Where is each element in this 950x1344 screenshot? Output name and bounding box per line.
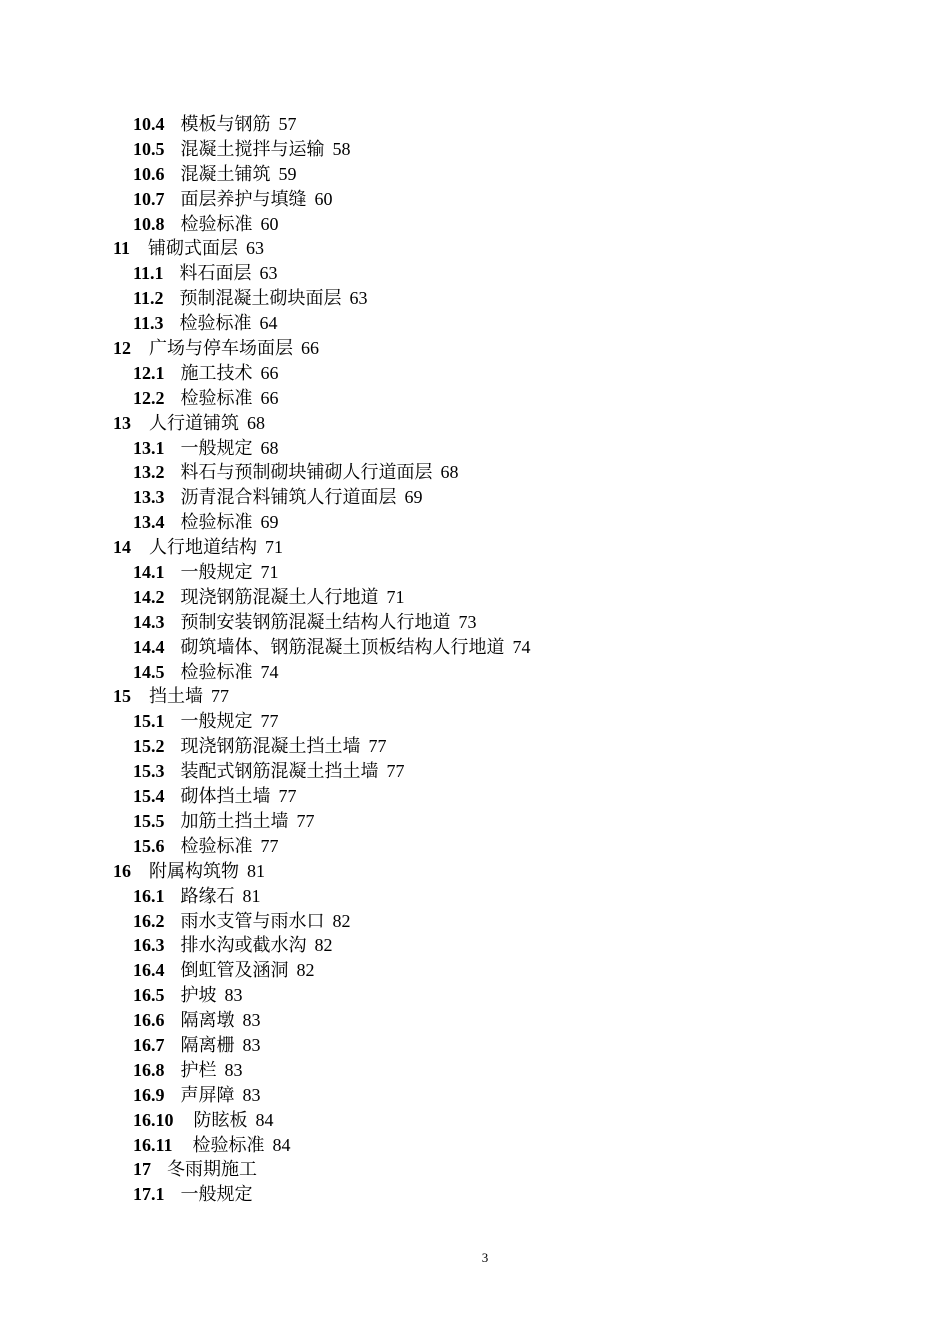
toc-entry-page: 60 [260, 213, 279, 234]
toc-entry-title: 沥青混合料铺筑人行道面层 [180, 487, 397, 508]
toc-section-entry [0, 112, 950, 137]
toc-entry-page: 69 [260, 512, 279, 533]
toc-entry-title: 一般规定 [180, 562, 253, 583]
toc-section-entry [0, 1108, 950, 1133]
toc-entry-number: 14.1 [133, 562, 165, 583]
toc-section-entry [0, 311, 950, 336]
toc-entry-title: 倒虹管及涵洞 [180, 960, 289, 981]
table-of-contents [0, 112, 950, 1207]
toc-entry-title: 现浇钢筋混凝土人行地道 [180, 586, 379, 607]
toc-section-entry [0, 187, 950, 212]
toc-section-entry [0, 510, 950, 535]
toc-section-entry [0, 784, 950, 809]
toc-entry-number: 14 [113, 537, 131, 558]
toc-entry-title: 加筋土挡土墙 [180, 810, 289, 831]
toc-entry-number: 10.7 [133, 188, 165, 209]
toc-section-entry [0, 709, 950, 734]
toc-section-entry [0, 162, 950, 187]
toc-entry-number: 14.2 [133, 586, 165, 607]
toc-entry-page: 83 [224, 985, 243, 1006]
toc-entry-page: 77 [278, 786, 297, 807]
toc-entry-title: 挡土墙 [149, 686, 203, 707]
toc-entry-page: 57 [278, 114, 297, 134]
toc-section-entry [0, 759, 950, 784]
toc-entry-title: 护坡 [180, 985, 217, 1006]
toc-entry-number: 10.5 [133, 138, 165, 159]
toc-entry-title: 检验标准 [180, 213, 253, 234]
toc-entry-page: 73 [458, 611, 477, 632]
toc-entry-page: 82 [296, 960, 315, 981]
toc-section-entry [0, 386, 950, 411]
toc-section-entry [0, 734, 950, 759]
toc-entry-number: 11.2 [133, 288, 164, 309]
toc-entry-number: 15.6 [133, 835, 165, 856]
toc-chapter-entry [0, 336, 950, 361]
toc-entry-number: 16.7 [133, 1034, 165, 1055]
toc-section-entry [0, 485, 950, 510]
toc-entry-number: 16.1 [133, 885, 165, 906]
toc-section-entry [0, 1033, 950, 1058]
toc-entry-page: 68 [440, 462, 459, 483]
toc-entry-number: 13.4 [133, 512, 165, 533]
toc-entry-page: 68 [247, 412, 265, 433]
toc-entry-page: 71 [260, 562, 279, 583]
toc-section-entry [0, 1182, 950, 1207]
toc-section-entry [0, 1133, 950, 1158]
toc-entry-title: 混凝土搅拌与运输 [180, 138, 325, 159]
toc-entry-page: 60 [314, 188, 333, 209]
toc-entry-title: 检验标准 [192, 1134, 265, 1155]
toc-entry-page: 84 [255, 1109, 274, 1130]
toc-entry-title: 附属构筑物 [149, 860, 239, 881]
toc-entry-number: 12 [113, 338, 131, 359]
toc-entry-page: 82 [332, 910, 351, 931]
toc-entry-title: 面层养护与填缝 [180, 188, 307, 209]
toc-entry-title: 雨水支管与雨水口 [180, 910, 325, 931]
toc-entry-title: 隔离栅 [180, 1034, 235, 1055]
toc-entry-title: 一般规定 [180, 1184, 253, 1205]
toc-entry-page: 71 [265, 537, 283, 558]
toc-section-entry [0, 660, 950, 685]
toc-entry-title: 路缘石 [180, 885, 235, 906]
toc-entry-page: 74 [260, 661, 279, 682]
toc-entry-title: 检验标准 [180, 387, 253, 408]
toc-entry-page: 63 [349, 288, 368, 309]
toc-entry-title: 混凝土铺筑 [180, 163, 271, 184]
toc-section-entry [0, 1058, 950, 1083]
toc-entry-number: 13 [113, 412, 131, 433]
toc-chapter-entry [0, 411, 950, 436]
toc-entry-number: 11.1 [133, 263, 164, 284]
toc-entry-title: 模板与钢筋 [180, 114, 271, 134]
toc-entry-page: 83 [242, 1010, 261, 1031]
toc-entry-number: 16 [113, 860, 131, 881]
toc-entry-number: 10.6 [133, 163, 165, 184]
toc-entry-number: 10.8 [133, 213, 165, 234]
toc-entry-page: 63 [246, 238, 265, 259]
toc-entry-page: 82 [314, 935, 333, 956]
toc-section-entry [0, 460, 950, 485]
toc-entry-page: 77 [211, 686, 229, 707]
toc-entry-number: 10.4 [133, 114, 165, 134]
toc-entry-page: 68 [260, 437, 279, 458]
toc-entry-page: 83 [242, 1034, 261, 1055]
toc-entry-number: 16.4 [133, 960, 165, 981]
toc-chapter-entry [0, 236, 950, 261]
toc-entry-title: 防眩板 [193, 1109, 248, 1130]
toc-entry-number: 16.3 [133, 935, 165, 956]
toc-entry-number: 13.1 [133, 437, 165, 458]
toc-entry-page: 77 [368, 736, 387, 757]
toc-entry-number: 11 [113, 238, 131, 259]
toc-section-entry [0, 834, 950, 859]
toc-entry-page: 59 [278, 163, 297, 184]
toc-entry-title: 铺砌式面层 [148, 238, 239, 259]
toc-entry-page: 77 [386, 761, 405, 782]
toc-section-entry [0, 884, 950, 909]
toc-entry-page: 77 [260, 711, 279, 732]
toc-entry-number: 16.10 [133, 1109, 174, 1130]
toc-entry-number: 15.1 [133, 711, 165, 732]
toc-entry-page: 66 [260, 362, 279, 383]
toc-section-entry [0, 261, 950, 286]
toc-entry-number: 14.5 [133, 661, 165, 682]
toc-entry-page: 64 [259, 313, 278, 334]
toc-section-entry [0, 635, 950, 660]
toc-entry-page: 69 [404, 487, 423, 508]
toc-entry-page: 74 [512, 636, 531, 657]
toc-section-entry [0, 436, 950, 461]
toc-chapter-entry [0, 535, 950, 560]
toc-section-entry [0, 933, 950, 958]
toc-entry-title: 人行地道结构 [149, 537, 257, 558]
toc-entry-title: 料石与预制砌块铺砌人行道面层 [180, 462, 433, 483]
toc-entry-number: 13.2 [133, 462, 165, 483]
toc-entry-title: 声屏障 [180, 1084, 235, 1105]
toc-entry-title: 现浇钢筋混凝土挡土墙 [180, 736, 361, 757]
toc-entry-number: 11.3 [133, 313, 164, 334]
toc-entry-title: 施工技术 [180, 362, 253, 383]
toc-entry-number: 15.5 [133, 810, 165, 831]
toc-entry-number: 14.3 [133, 611, 165, 632]
toc-entry-number: 15.4 [133, 786, 165, 807]
toc-entry-title: 广场与停车场面层 [149, 338, 293, 359]
toc-section-entry [0, 983, 950, 1008]
toc-section-entry [0, 1157, 950, 1182]
toc-entry-title: 检验标准 [180, 661, 253, 682]
toc-entry-number: 16.8 [133, 1059, 165, 1080]
toc-chapter-entry [0, 684, 950, 709]
toc-entry-page: 81 [242, 885, 261, 906]
toc-section-entry [0, 1008, 950, 1033]
toc-entry-number: 12.2 [133, 387, 165, 408]
toc-entry-number: 15.2 [133, 736, 165, 757]
toc-entry-title: 冬雨期施工 [167, 1159, 257, 1180]
page-number: 3 [481, 1250, 489, 1265]
toc-section-entry [0, 958, 950, 983]
toc-section-entry [0, 1083, 950, 1108]
toc-entry-title: 人行道铺筑 [149, 412, 239, 433]
toc-entry-number: 16.5 [133, 985, 165, 1006]
toc-entry-title: 一般规定 [180, 437, 253, 458]
toc-section-entry [0, 361, 950, 386]
toc-entry-number: 16.11 [133, 1134, 173, 1155]
toc-entry-page: 84 [272, 1134, 291, 1155]
toc-entry-number: 16.9 [133, 1084, 165, 1105]
toc-entry-number: 15 [113, 686, 131, 707]
toc-entry-number: 16.6 [133, 1010, 165, 1031]
toc-entry-title: 预制混凝土砌块面层 [179, 288, 342, 309]
toc-entry-title: 砌筑墙体、钢筋混凝土顶板结构人行地道 [180, 636, 505, 657]
toc-section-entry [0, 909, 950, 934]
toc-entry-page: 77 [260, 835, 279, 856]
toc-entry-title: 护栏 [180, 1059, 217, 1080]
toc-section-entry [0, 585, 950, 610]
toc-entry-title: 料石面层 [179, 263, 252, 284]
toc-entry-title: 排水沟或截水沟 [180, 935, 307, 956]
toc-entry-title: 检验标准 [180, 835, 253, 856]
toc-entry-title: 检验标准 [179, 313, 252, 334]
toc-section-entry [0, 212, 950, 237]
toc-entry-title: 装配式钢筋混凝土挡土墙 [180, 761, 379, 782]
toc-entry-number: 12.1 [133, 362, 165, 383]
toc-entry-number: 16.2 [133, 910, 165, 931]
toc-entry-page: 66 [260, 387, 279, 408]
toc-entry-title: 一般规定 [180, 711, 253, 732]
toc-entry-title: 检验标准 [180, 512, 253, 533]
toc-entry-page: 83 [242, 1084, 261, 1105]
toc-entry-number: 14.4 [133, 636, 165, 657]
toc-section-entry [0, 286, 950, 311]
toc-section-entry [0, 137, 950, 162]
toc-section-entry [0, 610, 950, 635]
toc-entry-number: 15.3 [133, 761, 165, 782]
toc-entry-title: 预制安装钢筋混凝土结构人行地道 [180, 611, 451, 632]
toc-entry-page: 58 [332, 138, 351, 159]
toc-entry-number: 17 [133, 1159, 151, 1180]
toc-entry-number: 13.3 [133, 487, 165, 508]
toc-entry-title: 砌体挡土墙 [180, 786, 271, 807]
toc-entry-page: 63 [259, 263, 278, 284]
toc-chapter-entry [0, 859, 950, 884]
toc-section-entry [0, 560, 950, 585]
toc-entry-number: 17.1 [133, 1184, 165, 1205]
toc-entry-page: 83 [224, 1059, 243, 1080]
toc-entry-page: 77 [296, 810, 315, 831]
toc-entry-page: 66 [301, 338, 319, 359]
toc-entry-page: 81 [247, 860, 265, 881]
toc-section-entry [0, 809, 950, 834]
toc-entry-page: 71 [386, 586, 405, 607]
toc-entry-title: 隔离墩 [180, 1010, 235, 1031]
